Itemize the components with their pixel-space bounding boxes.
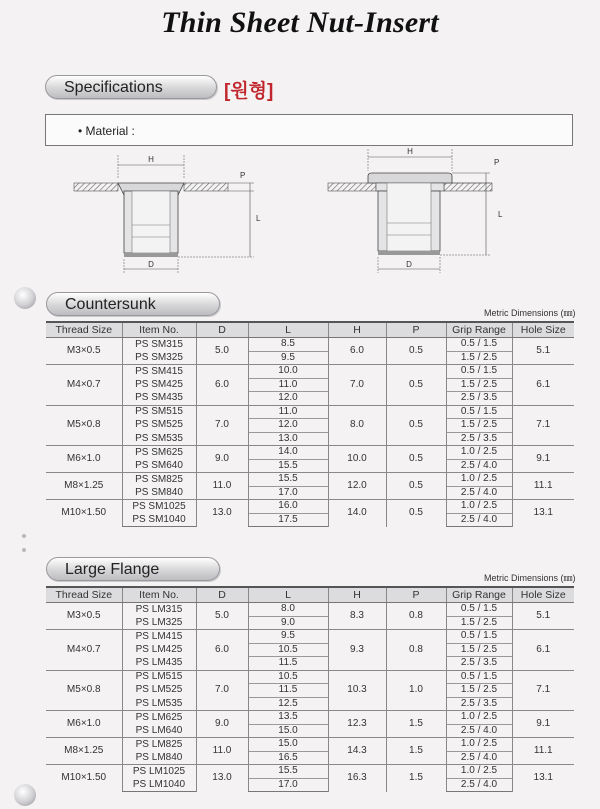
h-cell: 10.0 (328, 446, 386, 473)
grip-range-cell: 1.5 / 2.5 (446, 378, 512, 392)
grip-range-cell: 1.0 / 2.5 (446, 765, 512, 779)
l-cell: 14.0 (248, 446, 328, 460)
material-box (45, 114, 573, 146)
h-cell: 9.3 (328, 630, 386, 671)
column-header: L (248, 587, 328, 603)
d-cell: 6.0 (196, 630, 248, 671)
table-row (46, 724, 574, 738)
grip-range-cell: 1.5 / 2.5 (446, 616, 512, 630)
l-cell: 8.5 (248, 338, 328, 352)
l-cell: 15.5 (248, 473, 328, 487)
d-cell: 11.0 (196, 738, 248, 765)
thread-size-cell: M4×0.7 (46, 630, 122, 671)
table-row (46, 432, 574, 446)
countersunk-metric-note: Metric Dimensions (㎜) (484, 308, 576, 318)
thread-size-cell: M5×0.8 (46, 405, 122, 446)
specifications-korean-tag: [원형] (224, 81, 274, 102)
l-cell: 9.5 (248, 351, 328, 365)
item-no-cell: PS SM1025 (122, 500, 196, 514)
column-header: L (248, 322, 328, 338)
item-no-cell: PS SM640 (122, 459, 196, 473)
table-row (46, 486, 574, 500)
table-row (46, 778, 574, 792)
grip-range-cell: 2.5 / 4.0 (446, 486, 512, 500)
countersunk-diagram (74, 155, 261, 273)
column-header: P (386, 322, 446, 338)
p-cell: 1.5 (386, 711, 446, 738)
right-h-label: H (407, 147, 413, 156)
item-no-cell: PS LM315 (122, 603, 196, 617)
h-cell: 10.3 (328, 670, 386, 711)
table-row (46, 603, 574, 617)
item-no-cell: PS LM425 (122, 643, 196, 657)
table-row (46, 392, 574, 406)
grip-range-cell: 2.5 / 4.0 (446, 751, 512, 765)
item-no-cell: PS SM825 (122, 473, 196, 487)
item-no-cell: PS SM625 (122, 446, 196, 460)
material-label: • Material : (78, 124, 135, 138)
thread-size-cell: M4×0.7 (46, 365, 122, 406)
grip-range-cell: 1.5 / 2.5 (446, 351, 512, 365)
d-cell: 9.0 (196, 711, 248, 738)
grip-range-cell: 2.5 / 4.0 (446, 724, 512, 738)
item-no-cell: PS LM525 (122, 684, 196, 698)
table-row (46, 500, 574, 514)
h-cell: 8.0 (328, 405, 386, 446)
column-header: Item No. (122, 587, 196, 603)
l-cell: 16.5 (248, 751, 328, 765)
d-cell: 13.0 (196, 765, 248, 792)
p-cell: 0.8 (386, 603, 446, 630)
countersunk-table (46, 321, 574, 527)
item-no-cell: PS SM535 (122, 432, 196, 446)
hole-size-cell: 11.1 (512, 738, 574, 765)
p-cell: 0.5 (386, 365, 446, 406)
p-cell: 0.5 (386, 446, 446, 473)
countersunk-section-label: Countersunk (46, 292, 220, 316)
column-header: Hole Size (512, 587, 574, 603)
table-row (46, 630, 574, 644)
item-no-cell: PS LM625 (122, 711, 196, 725)
binder-dot (22, 548, 26, 552)
h-cell: 12.0 (328, 473, 386, 500)
large-flange-header-row (46, 587, 574, 603)
h-cell: 16.3 (328, 765, 386, 792)
p-cell: 1.5 (386, 738, 446, 765)
item-no-cell: PS LM515 (122, 670, 196, 684)
left-l-label: L (256, 214, 261, 223)
grip-range-cell: 2.5 / 3.5 (446, 392, 512, 406)
right-d-label: D (406, 260, 412, 269)
column-header: Grip Range (446, 322, 512, 338)
grip-range-cell: 1.5 / 2.5 (446, 419, 512, 433)
hole-size-cell: 9.1 (512, 446, 574, 473)
l-cell: 11.5 (248, 684, 328, 698)
p-cell: 1.5 (386, 765, 446, 792)
table-row (46, 459, 574, 473)
hole-size-cell: 6.1 (512, 365, 574, 406)
right-l-label: L (498, 210, 503, 219)
h-cell: 6.0 (328, 338, 386, 365)
l-cell: 10.5 (248, 643, 328, 657)
h-cell: 12.3 (328, 711, 386, 738)
grip-range-cell: 1.0 / 2.5 (446, 500, 512, 514)
p-cell: 0.5 (386, 338, 446, 365)
thread-size-cell: M10×1.50 (46, 500, 122, 527)
page-title: Thin Sheet Nut-Insert (161, 6, 439, 39)
hole-size-cell: 9.1 (512, 711, 574, 738)
item-no-cell: PS SM515 (122, 405, 196, 419)
grip-range-cell: 1.0 / 2.5 (446, 711, 512, 725)
d-cell: 7.0 (196, 405, 248, 446)
column-header: Item No. (122, 322, 196, 338)
grip-range-cell: 1.5 / 2.5 (446, 684, 512, 698)
column-header: P (386, 587, 446, 603)
d-cell: 13.0 (196, 500, 248, 527)
grip-range-cell: 0.5 / 1.5 (446, 603, 512, 617)
thread-size-cell: M6×1.0 (46, 711, 122, 738)
grip-range-cell: 2.5 / 4.0 (446, 778, 512, 792)
hole-size-cell: 6.1 (512, 630, 574, 671)
item-no-cell: PS SM840 (122, 486, 196, 500)
item-no-cell: PS LM325 (122, 616, 196, 630)
item-no-cell: PS SM435 (122, 392, 196, 406)
hole-size-cell: 13.1 (512, 765, 574, 792)
d-cell: 6.0 (196, 365, 248, 406)
large-flange-section-label: Large Flange (46, 557, 220, 581)
countersunk-header-row (46, 322, 574, 338)
hole-size-cell: 7.1 (512, 670, 574, 711)
table-row (46, 657, 574, 671)
l-cell: 9.5 (248, 630, 328, 644)
table-row (46, 738, 574, 752)
item-no-cell: PS SM425 (122, 378, 196, 392)
thread-size-cell: M8×1.25 (46, 738, 122, 765)
table-row (46, 765, 574, 779)
table-row (46, 751, 574, 765)
left-p-label: P (240, 171, 246, 180)
l-cell: 12.5 (248, 697, 328, 711)
hole-size-cell: 13.1 (512, 500, 574, 527)
p-cell: 0.5 (386, 500, 446, 527)
thread-size-cell: M5×0.8 (46, 670, 122, 711)
table-row (46, 670, 574, 684)
p-cell: 0.5 (386, 405, 446, 446)
column-header: Grip Range (446, 587, 512, 603)
item-no-cell: PS SM325 (122, 351, 196, 365)
column-header: H (328, 322, 386, 338)
table-row (46, 684, 574, 698)
l-cell: 15.5 (248, 765, 328, 779)
item-no-cell: PS LM535 (122, 697, 196, 711)
item-no-cell: PS LM640 (122, 724, 196, 738)
h-cell: 14.3 (328, 738, 386, 765)
l-cell: 15.0 (248, 724, 328, 738)
grip-range-cell: 0.5 / 1.5 (446, 670, 512, 684)
item-no-cell: PS LM825 (122, 738, 196, 752)
l-cell: 11.5 (248, 657, 328, 671)
table-row (46, 351, 574, 365)
hole-size-cell: 11.1 (512, 473, 574, 500)
table-row (46, 378, 574, 392)
grip-range-cell: 1.0 / 2.5 (446, 473, 512, 487)
item-no-cell: PS LM415 (122, 630, 196, 644)
table-row (46, 405, 574, 419)
nut-insert-diagram (60, 145, 530, 280)
p-cell: 0.5 (386, 473, 446, 500)
grip-range-cell: 1.0 / 2.5 (446, 738, 512, 752)
binder-dot (22, 534, 26, 538)
thread-size-cell: M3×0.5 (46, 338, 122, 365)
table-row (46, 643, 574, 657)
l-cell: 17.5 (248, 513, 328, 527)
table-row (46, 365, 574, 379)
l-cell: 16.0 (248, 500, 328, 514)
item-no-cell: PS SM315 (122, 338, 196, 352)
l-cell: 10.0 (248, 365, 328, 379)
item-no-cell: PS SM1040 (122, 513, 196, 527)
table-row (46, 446, 574, 460)
grip-range-cell: 0.5 / 1.5 (446, 338, 512, 352)
l-cell: 11.0 (248, 378, 328, 392)
column-header: D (196, 322, 248, 338)
thread-size-cell: M3×0.5 (46, 603, 122, 630)
right-p-label: P (494, 158, 500, 167)
hole-size-cell: 7.1 (512, 405, 574, 446)
grip-range-cell: 0.5 / 1.5 (446, 405, 512, 419)
column-header: H (328, 587, 386, 603)
item-no-cell: PS SM415 (122, 365, 196, 379)
d-cell: 5.0 (196, 338, 248, 365)
grip-range-cell: 2.5 / 3.5 (446, 657, 512, 671)
column-header: Hole Size (512, 322, 574, 338)
table-row (46, 513, 574, 527)
hole-size-cell: 5.1 (512, 603, 574, 630)
p-cell: 0.8 (386, 630, 446, 671)
grip-range-cell: 1.5 / 2.5 (446, 643, 512, 657)
h-cell: 7.0 (328, 365, 386, 406)
l-cell: 17.0 (248, 486, 328, 500)
table-row (46, 697, 574, 711)
left-h-label: H (148, 155, 154, 164)
table-row (46, 616, 574, 630)
l-cell: 13.0 (248, 432, 328, 446)
item-no-cell: PS LM1025 (122, 765, 196, 779)
grip-range-cell: 0.5 / 1.5 (446, 630, 512, 644)
d-cell: 11.0 (196, 473, 248, 500)
thread-size-cell: M6×1.0 (46, 446, 122, 473)
item-no-cell: PS LM1040 (122, 778, 196, 792)
hole-size-cell: 5.1 (512, 338, 574, 365)
table-row (46, 711, 574, 725)
p-cell: 1.0 (386, 670, 446, 711)
grip-range-cell: 0.5 / 1.5 (446, 365, 512, 379)
l-cell: 15.0 (248, 738, 328, 752)
item-no-cell: PS LM435 (122, 657, 196, 671)
grip-range-cell: 2.5 / 3.5 (446, 697, 512, 711)
large-flange-metric-note: Metric Dimensions (㎜) (484, 573, 576, 583)
binder-hole-bottom (14, 784, 36, 806)
l-cell: 9.0 (248, 616, 328, 630)
l-cell: 15.5 (248, 459, 328, 473)
table-row (46, 338, 574, 352)
d-cell: 5.0 (196, 603, 248, 630)
l-cell: 13.5 (248, 711, 328, 725)
h-cell: 8.3 (328, 603, 386, 630)
binder-hole-top (14, 287, 36, 309)
grip-range-cell: 2.5 / 4.0 (446, 513, 512, 527)
grip-range-cell: 2.5 / 4.0 (446, 459, 512, 473)
column-header: Thread Size (46, 322, 122, 338)
item-no-cell: PS SM525 (122, 419, 196, 433)
d-cell: 9.0 (196, 446, 248, 473)
large-flange-table (46, 586, 574, 792)
grip-range-cell: 1.0 / 2.5 (446, 446, 512, 460)
item-no-cell: PS LM840 (122, 751, 196, 765)
thread-size-cell: M8×1.25 (46, 473, 122, 500)
thread-size-cell: M10×1.50 (46, 765, 122, 792)
table-row (46, 419, 574, 433)
l-cell: 17.0 (248, 778, 328, 792)
column-header: Thread Size (46, 587, 122, 603)
h-cell: 14.0 (328, 500, 386, 527)
l-cell: 10.5 (248, 670, 328, 684)
left-d-label: D (148, 260, 154, 269)
l-cell: 12.0 (248, 419, 328, 433)
column-header: D (196, 587, 248, 603)
l-cell: 12.0 (248, 392, 328, 406)
large-flange-diagram (328, 147, 503, 273)
l-cell: 11.0 (248, 405, 328, 419)
d-cell: 7.0 (196, 670, 248, 711)
specifications-section-label: Specifications (45, 75, 217, 99)
table-row (46, 473, 574, 487)
grip-range-cell: 2.5 / 3.5 (446, 432, 512, 446)
l-cell: 8.0 (248, 603, 328, 617)
